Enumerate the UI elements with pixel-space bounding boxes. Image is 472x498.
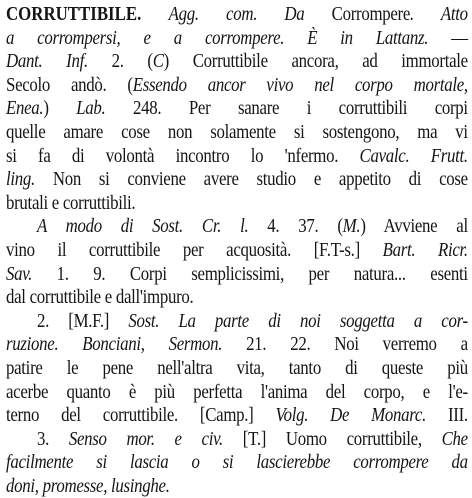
text: Non si conviene avere studio e appetito di cose	[34, 169, 468, 191]
entry-line	[6, 168, 468, 192]
text: Secolo andò. (	[6, 74, 133, 96]
entry-line	[6, 97, 468, 121]
text: 2. [M.F.]	[36, 310, 129, 332]
italic-text: Lab.	[76, 98, 106, 120]
text: 1. 9. Corpi semplicissimi, per natura... esenti	[32, 263, 468, 285]
entry-line	[6, 215, 468, 239]
text: )	[43, 98, 77, 120]
entry-line	[6, 428, 468, 452]
italic-text: doni, promesse, lusinghe.	[6, 475, 170, 497]
italic-text: Sav.	[6, 263, 33, 285]
italic-text: Cavalc. Frutt.	[359, 145, 468, 167]
entry-line	[6, 239, 468, 263]
text: si fa di volontà incontro lo 'nfermo.	[6, 145, 360, 167]
italic-text: facilmente si lascia o si lascierebbe corrompere da	[6, 452, 468, 474]
entry-line	[6, 333, 468, 357]
text	[58, 334, 82, 355]
entry-line	[6, 50, 468, 74]
text: —	[428, 27, 468, 49]
text: terno del corruttibile. [Camp.]	[6, 405, 276, 427]
text	[141, 4, 168, 25]
text: quelle amare cose non solamente si sostengono, ma vi	[6, 121, 468, 143]
text: III.	[426, 405, 468, 427]
entry-line	[6, 192, 403, 216]
entry-line	[6, 404, 468, 428]
entry-line	[6, 475, 403, 498]
italic-text: Senso mor. e civ.	[68, 428, 223, 450]
text: brutali e corruttibili.	[6, 192, 136, 214]
text	[183, 216, 202, 237]
italic-text: Agg. com. Da	[168, 4, 332, 25]
text: patire le pene nell'altra vita, tanto di queste più	[6, 357, 468, 379]
text: ) Corruttibile ancora, ad immortale	[163, 51, 468, 73]
entry-line	[6, 451, 468, 475]
italic-text: ruzione.	[6, 334, 59, 356]
entry-line	[6, 121, 468, 145]
text: [T.] Uomo corruttibile,	[222, 428, 442, 450]
text: acerbe quanto è più perfetta l'anima del corpo, e l'e-	[6, 381, 468, 403]
text: 248. Per sanare i corruttibili corpi	[105, 98, 468, 120]
italic-text: Cr. l.	[201, 216, 249, 238]
entry-line	[6, 310, 468, 334]
italic-text: . Atto	[410, 4, 468, 25]
entry-line	[6, 357, 468, 381]
italic-text: Bonciani, Sermon.	[82, 334, 223, 356]
text: ) Avviene al	[360, 216, 468, 238]
italic-text: Che	[441, 428, 468, 450]
text: 4. 37. (	[248, 216, 343, 238]
text: 21. 22. Noi verremo a	[222, 334, 468, 356]
entry-line	[6, 263, 468, 287]
entry-line	[6, 145, 468, 169]
dictionary-entry	[6, 3, 468, 498]
italic-text: Sost. La parte di noi soggetta a cor-	[128, 310, 468, 332]
italic-text: Essendo ancor vivo nel corpo mortale,	[132, 74, 468, 96]
italic-text: a corrompersi, e a corrompere. È in Lattanz.	[6, 27, 429, 49]
italic-text: A modo di Sost.	[36, 216, 183, 238]
italic-text: Dant. Inf.	[6, 51, 88, 73]
cross-reference: Corrompere	[331, 4, 411, 25]
text: vino il corruttibile per acquosità. [F.T-s.]	[6, 239, 383, 261]
italic-text: M.	[342, 216, 361, 238]
entry-line	[6, 27, 468, 51]
italic-text: C	[152, 51, 164, 73]
italic-text: Volg. De Monarc.	[275, 405, 427, 427]
entry-line	[6, 381, 468, 405]
headword: CORRUTTIBILE.	[6, 4, 142, 25]
text: dal corruttibile e dall'impuro.	[6, 287, 194, 309]
text: 3.	[36, 428, 69, 450]
text: 2. (	[87, 51, 153, 73]
italic-text: Enea.	[6, 98, 44, 120]
entry-line	[6, 3, 468, 27]
entry-line	[6, 286, 403, 310]
italic-text: Bart. Ricr.	[382, 239, 468, 261]
entry-line	[6, 74, 468, 98]
italic-text: ling.	[6, 169, 35, 191]
